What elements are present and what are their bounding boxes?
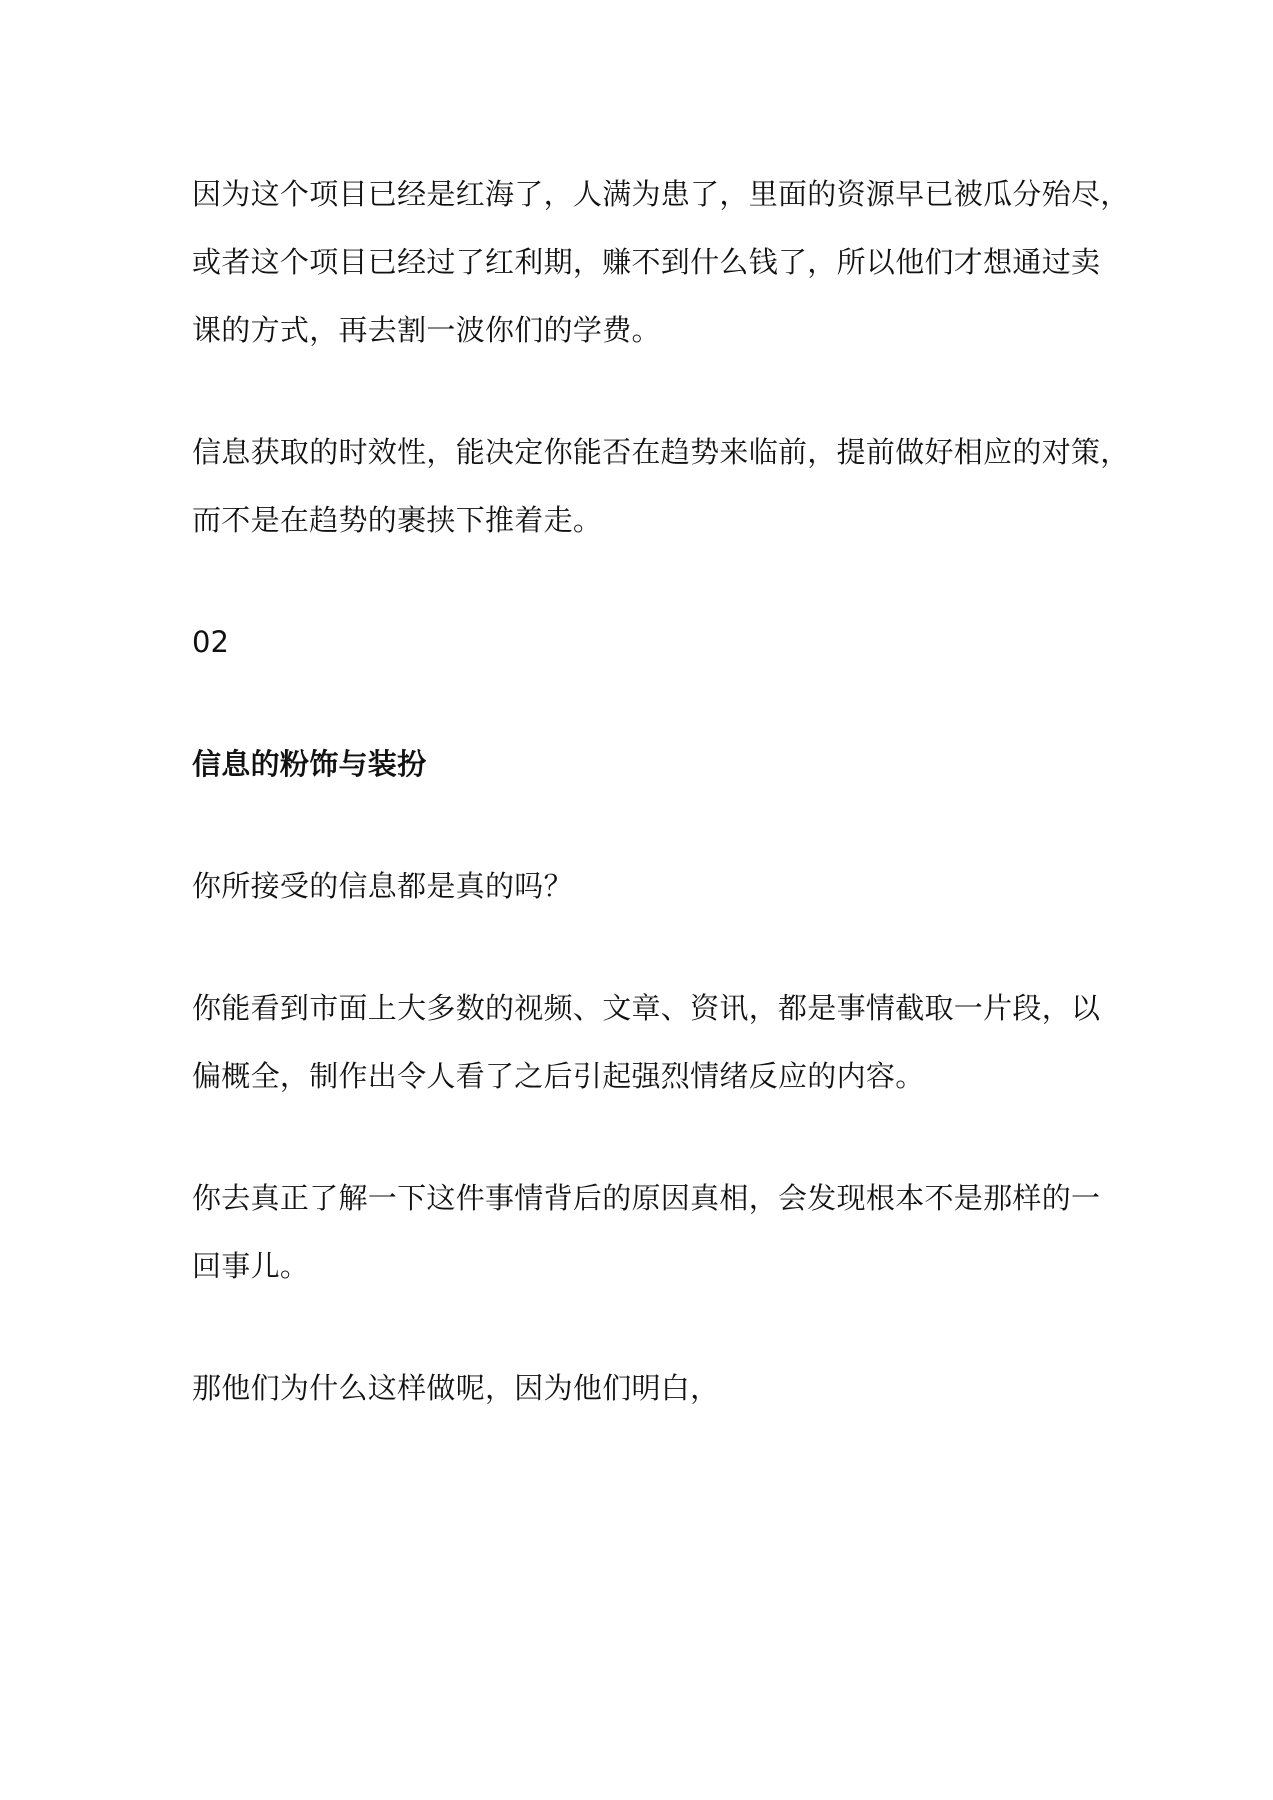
text-line: 你去真正了解一下这件事情背后的原因真相，会发现根本不是那样的一 (192, 1181, 1101, 1215)
text-line: 你能看到市面上大多数的视频、文章、资讯，都是事情截取一片段，以 (192, 991, 1101, 1025)
text-line: 那他们为什么这样做呢，因为他们明白， (192, 1371, 720, 1405)
article-body (192, 160, 1130, 1476)
paragraph-why (192, 1354, 1092, 1422)
paragraph-timeliness (192, 418, 1130, 554)
paragraph-media-fragments (192, 974, 1101, 1110)
paragraph-truth (192, 1164, 1101, 1300)
text-line: 信息获取的时效性，能决定你能否在趋势来临前，提前做好相应的对策， (192, 435, 1130, 469)
paragraph-red-ocean (192, 160, 1130, 364)
section-heading: 信息的粉饰与装扮 (192, 747, 427, 781)
text-line: 课的方式，再去割一波你们的学费。 (192, 313, 661, 347)
text-line: 或者这个项目已经过了红利期，赚不到什么钱了，所以他们才想通过卖 (192, 245, 1101, 279)
text-line: 偏概全，制作出令人看了之后引起强烈情绪反应的内容。 (192, 1059, 925, 1093)
text-line: 回事儿。 (192, 1249, 310, 1283)
paragraph-question (192, 852, 1092, 920)
text-line: 因为这个项目已经是红海了，人满为患了，里面的资源早已被瓜分殆尽， (192, 177, 1130, 211)
text-line: 你所接受的信息都是真的吗？ (192, 869, 573, 903)
text-line: 而不是在趋势的裹挟下推着走。 (192, 503, 603, 537)
section-number: 02 (192, 625, 229, 659)
